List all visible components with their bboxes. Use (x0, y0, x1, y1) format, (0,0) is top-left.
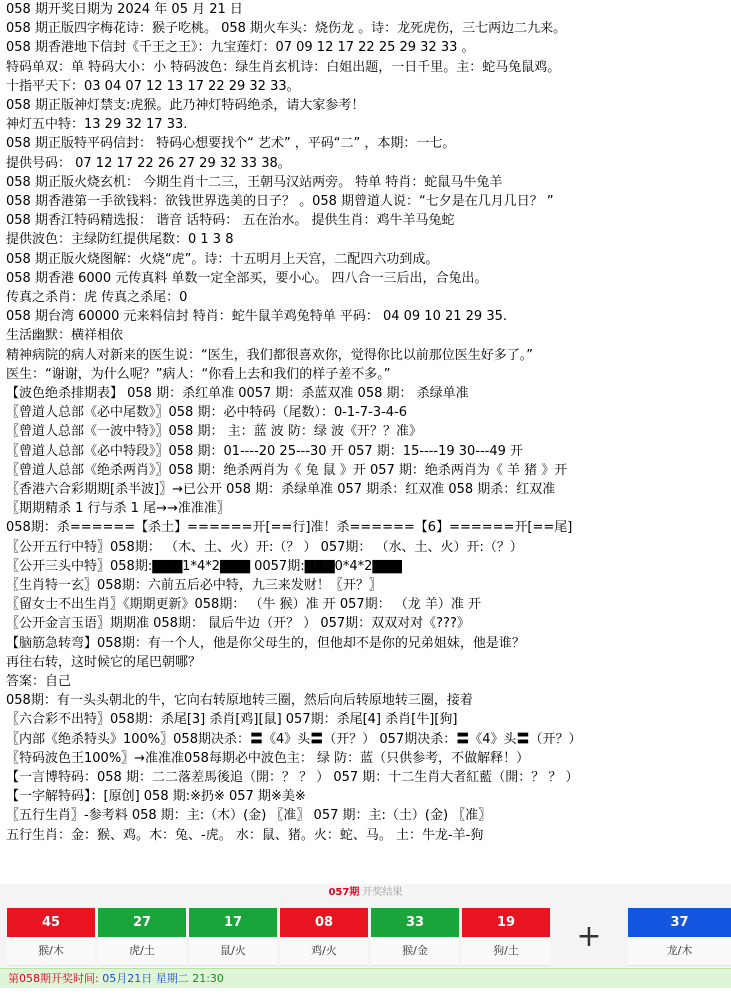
document-line: 提供波色：主绿防红提供尾数：0 1 3 8 (6, 232, 234, 248)
document-line: 生活幽默：横祥相依 (6, 328, 124, 344)
plus-icon: + (576, 919, 602, 954)
next-draw-weekday: 星期二 (155, 972, 189, 985)
document-line: 再往右转，这时候它的尾巴朝哪？ (6, 654, 202, 670)
ball-number: 27 (98, 908, 186, 937)
document-line: 058 期台湾 60000 元来料信封 特肖：蛇牛鼠羊鸡兔特单 平码： 04 09 10 21 29 35. (6, 309, 508, 325)
ball-number: 19 (462, 908, 550, 937)
document-line: 传真之杀肖：虎 传真之杀尾：0 (6, 290, 188, 305)
results-issue: 057期 (328, 887, 360, 898)
ball-zodiac: 鸡/火 (280, 937, 368, 966)
next-draw-label: 第058期开奖时间: (8, 972, 99, 985)
document-line: 〖留女士不出生肖〗《期期更新》058期： （牛 猴）准 开 057期： （龙 羊）准 开 (6, 597, 482, 613)
document-line: 〖特码波色王100%〗→准准准058每期必中波色主： 绿 防：蓝（只供参考，不做解释！） (6, 750, 530, 766)
document-line: 〖公开五行中特〗058期： （木、土、火）开:（？ ） 057期： （水、土、火）开:（？） (6, 539, 523, 555)
result-ball-2 (98, 908, 186, 965)
result-ball-6 (462, 908, 550, 965)
document-line: 058 期正版特平码信封： 特码心想要找个“ 艺术” ，平码“二” ，本期：一七。 (6, 136, 456, 152)
document-line: 神灯五中特：13 29 32 17 33. (6, 117, 188, 133)
document-line: 058 期香港 6000 元传真料 单数一定全部买，要小心。 四八合一三后出，合兔出。 (6, 270, 488, 286)
document-line: 058期：杀======【杀土】======开[==行]准！杀======【6】======开[==尾] (6, 520, 573, 536)
draw-results-panel (0, 884, 731, 972)
result-ball-5 (371, 908, 459, 965)
document-line: 十指平天下：03 04 07 12 13 17 22 29 32 33。 (6, 78, 300, 94)
document-line: 〖曾道人总部《绝杀两肖》〗058 期：绝杀两肖为《 兔 鼠 》开 057 期：绝杀两肖为《 羊 猪 》开 (6, 462, 568, 478)
document-line: 答案：自己 (6, 674, 72, 689)
document-line: 【一字解特码】：[原创] 058 期:※扔※ 057 期※美※ (6, 789, 306, 805)
document-line: 〖曾道人总部《一波中特》〗058 期： 主：蓝 波 防：绿 波《开？？准》 (6, 424, 422, 440)
document-line: 五行生肖：金：猴、鸡。木：兔、-虎。 水：鼠、猪。火：蛇、马。 土：牛龙-羊-狗 (6, 827, 484, 843)
ball-number: 17 (189, 908, 277, 937)
document-line: 〖五行生肖〗-参考料 058 期：主:（木）(金) 〖准〗 057 期：主:（土）(金) 〖准〗 (6, 808, 492, 824)
document-line: 〖曾道人总部《必中特段》〗058 期：01----20 25---30 开 057 期：15----19 30---49 开 (6, 443, 524, 459)
ball-zodiac: 虎/土 (98, 937, 186, 966)
document-line: 〖期期精杀 1 行与杀 1 尾→→准准准〗 (6, 501, 230, 517)
document-line: 058 期香港第一手欲钱料：欲钱世界选美的日子？ 。058 期曾道人说：“七夕是在几月几日？ ” (6, 194, 554, 209)
ball-number: 08 (280, 908, 368, 937)
document-line: 〖六合彩不出特〗058期：杀尾[3] 杀肖[鸡][鼠] 057期：杀尾[4] 杀肖[牛][狗] (6, 712, 458, 728)
document-line: 058 期正版四字梅花诗：猴子吃桃。 058 期火车头：烧伤龙 。诗：龙死虎伤，三七两边二九来。 (6, 21, 567, 37)
results-header (0, 884, 731, 902)
document-line: 058 期正版火烧玄机： 今期生肖十二三，王朝马汉站两旁。 特单 特肖：蛇鼠马牛兔羊 (6, 174, 503, 190)
document-line: 〖生肖特一玄〗058期：六前五后必中特，九三来发财！〖开？〗 (6, 578, 382, 593)
result-ball-1 (7, 908, 95, 965)
ball-number: 37 (628, 908, 731, 937)
document-line: 【脑筋急转弯】058期：有一个人，他是你父母生的，但他却不是你的兄弟姐妹，他是谁？ (6, 635, 525, 651)
document-line: 【一言博特码：058 期：二二落差馬後追（開：？ ？ ） 057 期：十二生肖大者紅藍（開：？ ？ ） (6, 770, 579, 785)
document-line: 058 期开奖日期为 2024 年 05 月 21 日 (6, 2, 243, 17)
ball-zodiac: 龙/木 (628, 937, 731, 966)
result-ball-4 (280, 908, 368, 965)
document-line: 〖公开三头中特〗058期:▇▇▇1*4*2▇▇▇ 0057期:▇▇▇0*4*2▇▇▇ (6, 558, 403, 574)
document-line: 058 期正版火烧图解：火烧“虎”。诗：十五明月上天宫，二配四六功到成。 (6, 251, 439, 267)
ball-zodiac: 猴/金 (371, 937, 459, 966)
document-line: 医生：“谢谢，为什么呢？”病人：“你看上去和我们的样子差不多。” (6, 366, 391, 382)
next-draw-time: 21:30 (192, 972, 224, 985)
ball-zodiac: 鼠/火 (189, 937, 277, 966)
document-line: 〖内部《绝杀特头》100%〗058期决杀：〓《4》头〓（开？） 057期决杀：〓《4》头〓（开？） (6, 731, 582, 747)
result-ball-3 (189, 908, 277, 965)
document-line: 〖香港六合彩期期[杀半波]〗→已公开 058 期：杀绿单准 057 期杀：红双准 058 期杀：红双准 (6, 482, 556, 497)
document-line: 【波色绝杀排期表】 058 期：杀红单准 0057 期：杀蓝双准 058 期： 杀绿单准 (6, 386, 469, 401)
ball-number: 33 (371, 908, 459, 937)
document-line: 058 期香江特码精选报： 谐音 话特码： 五在治水。 提供生肖：鸡牛羊马兔蛇 (6, 213, 455, 229)
document-line: 058期：有一头头朝北的牛，它向右转原地转三圈，然后向后转原地转三圈，接着 (6, 693, 473, 709)
next-draw-date: 05月21日 (102, 972, 153, 985)
document-line: 〖曾道人总部《必中尾数》〗058 期：必中特码（尾数）：0-1-7-3-4-6 (6, 405, 408, 421)
next-draw-bar (0, 968, 731, 988)
special-ball (628, 908, 731, 965)
results-title: 开奖结果 (362, 887, 403, 898)
ball-zodiac: 狗/土 (462, 937, 550, 966)
document-line: 特码单双：单 特码大小：小 特码波色：绿生肖玄机诗：白姐出题，一日千里。主：蛇马兔鼠鸡。 (6, 59, 561, 75)
document-line: 精神病院的病人对新来的医生说：“医生，我们都很喜欢你，觉得你比以前那位医生好多了。” (6, 347, 533, 363)
ball-number: 45 (7, 908, 95, 937)
document-line: 提供号码： 07 12 17 22 26 27 29 32 33 38。 (6, 155, 291, 171)
document-line: 〖公开金言玉语〗期期准 058期： 鼠后牛边（开？ ） 057期：双双对对《???》 (6, 616, 470, 632)
ball-zodiac: 猴/木 (7, 937, 95, 966)
document-line: 058 期香港地下信封《千王之王》：九宝莲灯：07 09 12 17 22 25 29 32 33 。 (6, 40, 475, 56)
document-line: 058 期正版神灯禁支:虎猴。此乃神灯特码绝杀，请大家参考！ (6, 98, 365, 113)
